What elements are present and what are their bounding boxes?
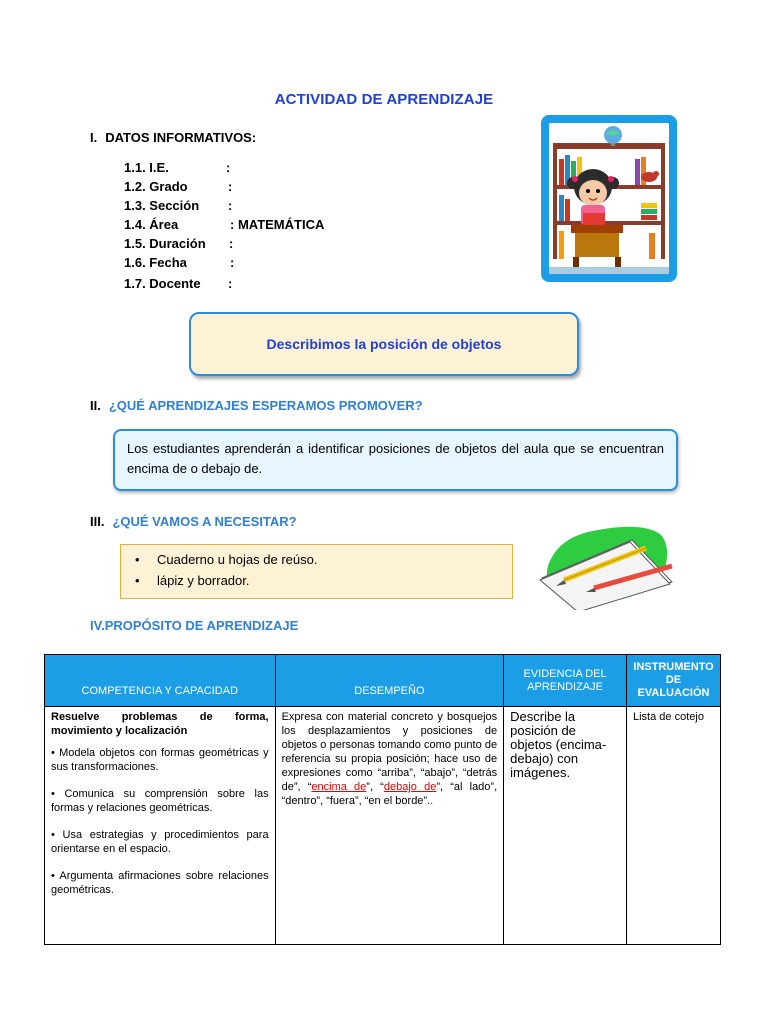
- info-label: 1.1. I.E.: [124, 160, 169, 175]
- desempeno-red-dot: .: [430, 795, 434, 807]
- section-2-number: II.: [90, 398, 101, 413]
- materials-item-text: Cuaderno u hojas de reúso.: [157, 552, 318, 567]
- section-1-heading: [90, 130, 256, 145]
- header-instrumento: INSTRUMENTO DE EVALUACIÓN: [627, 655, 721, 707]
- capacidad-item: • Modela objetos con formas geométricas y sus transformaciones.: [51, 747, 269, 773]
- bullet-icon: •: [135, 573, 140, 588]
- section-1-number: I.: [90, 130, 98, 145]
- capacidad-item: • Usa estrategias y procedimientos para orientarse en el espacio.: [51, 829, 269, 855]
- section-3-title: ¿QUÉ VAMOS A NECESITAR?: [112, 514, 297, 529]
- desempeno-highlight-debajo: debajo de: [383, 781, 437, 793]
- header-desempeno: DESEMPEÑO: [275, 655, 504, 707]
- desempeno-highlight-encima: encima de: [311, 781, 367, 793]
- girl-reading-illustration: [541, 115, 677, 282]
- materials-item: [135, 570, 512, 591]
- theme-title: Describimos la posición de objetos: [266, 336, 502, 352]
- learning-goals-text: Los estudiantes aprenderán a identificar posiciones de objetos del aula que se encuentran encima de o debajo de.: [127, 441, 664, 476]
- learning-goals-box: [113, 429, 678, 491]
- info-label: 1.5. Duración: [124, 236, 206, 251]
- info-label: 1.2. Grado: [124, 179, 188, 194]
- table-header-row: [45, 655, 721, 707]
- info-colon: :: [226, 160, 231, 175]
- evidencia-text: Describe la posición de objetos (encima-debajo) con imágenes.: [510, 709, 607, 780]
- section-2-heading: [90, 398, 423, 413]
- cell-instrumento: [627, 707, 721, 945]
- desempeno-text: Expresa con material concreto y bosquejos los desplazamientos y posiciones de objetos o personas tomando como punto de referencia su propia posición; hace uso de expresiones como “arriba”, “abajo”, “detrás de”, “: [281, 711, 498, 793]
- info-colon: :: [228, 276, 233, 291]
- materials-item-text: lápiz y borrador.: [157, 573, 250, 588]
- materials-item: [135, 549, 512, 570]
- purpose-table: [44, 654, 721, 945]
- info-colon-area: : MATEMÁTICA: [230, 217, 325, 232]
- section-1-title: DATOS INFORMATIVOS:: [105, 130, 257, 145]
- bullet-icon: •: [135, 552, 140, 567]
- info-colon: :: [229, 236, 234, 251]
- info-colon: :: [228, 179, 233, 194]
- info-label: 1.7. Docente: [124, 276, 201, 291]
- materials-box: [120, 544, 513, 599]
- cell-evidencia: [504, 707, 627, 945]
- cell-competencia: [45, 707, 276, 945]
- section-4-heading: [90, 618, 298, 633]
- desempeno-text-end: ”, “al lado”, “dentro”, “fuera”, “en el borde”.: [281, 781, 498, 807]
- capacidad-item: • Comunica su comprensión sobre las formas y relaciones geométricas.: [51, 788, 269, 814]
- capacidad-item: • Argumenta afirmaciones sobre relaciones geométricas.: [51, 870, 269, 896]
- girl-reading-image: [549, 123, 669, 274]
- header-competencia: COMPETENCIA Y CAPACIDAD: [45, 655, 276, 707]
- info-colon: :: [230, 255, 235, 270]
- info-label: 1.4. Área: [124, 217, 179, 232]
- page-title: ACTIVIDAD DE APRENDIZAJE: [274, 91, 494, 108]
- info-label: 1.6. Fecha: [124, 255, 187, 270]
- theme-box: [189, 312, 579, 376]
- section-4-title: IV.PROPÓSITO DE APRENDIZAJE: [90, 618, 299, 633]
- competencia-title: Resuelve problemas de forma, movimiento y localización: [51, 711, 269, 737]
- info-colon: :: [228, 198, 233, 213]
- instrumento-text: Lista de cotejo: [633, 711, 704, 723]
- section-2-title: ¿QUÉ APRENDIZAJES ESPERAMOS PROMOVER?: [108, 398, 423, 413]
- pencils-paper-illustration: [534, 520, 679, 610]
- cell-desempeno: [275, 707, 504, 945]
- header-evidencia: EVIDENCIA DEL APRENDIZAJE: [504, 655, 627, 707]
- section-3-heading: [90, 514, 297, 529]
- table-row: [45, 707, 721, 945]
- desempeno-separator: ”, “: [366, 781, 384, 793]
- info-label: 1.3. Sección: [124, 198, 200, 213]
- section-3-number: III.: [90, 514, 105, 529]
